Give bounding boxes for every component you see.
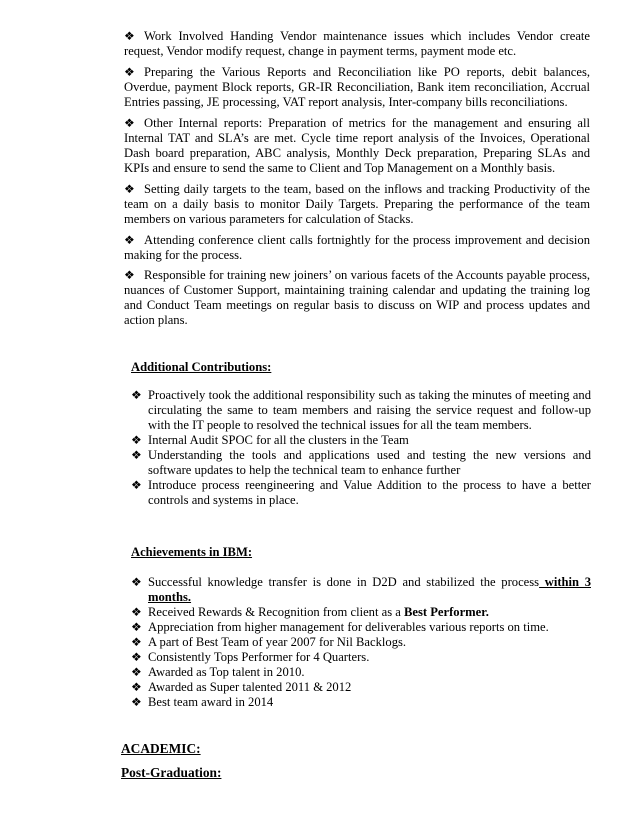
list-item: ❖ Appreciation from higher management for deliverables various reports on time. (131, 620, 549, 634)
list-item: ❖ Received Rewards & Recognition from client as a Best Performer. (131, 605, 489, 619)
bullet-icon: ❖ (131, 448, 142, 462)
bullet-icon: ❖ (131, 433, 142, 447)
list-item: ❖ Awarded as Super talented 2011 & 2012 (131, 680, 352, 694)
list-item: ❖ Successful knowledge transfer is done in D2D and stabilized the process within 3 months. (131, 575, 591, 604)
academic-heading: ACADEMIC: (121, 741, 201, 756)
additional-contributions-heading: Additional Contributions: (131, 360, 272, 374)
achievements-heading: Achievements in IBM: (131, 545, 253, 559)
bullet-icon: ❖ (131, 650, 142, 664)
list-item: ❖ Awarded as Top talent in 2010. (131, 665, 305, 679)
bullet-icon: ❖ (124, 116, 135, 130)
list-item: ❖ A part of Best Team of year 2007 for Nil Backlogs. (131, 635, 407, 649)
bullet-icon: ❖ (131, 620, 142, 634)
bullet-icon: ❖ (124, 29, 135, 43)
bullet-icon: ❖ (131, 695, 142, 709)
bullet-icon: ❖ (124, 268, 135, 282)
responsibility-paragraph: ❖ Work Involved Handing Vendor maintenance issues which includes Vendor create request, Vendor modify request, change in payment terms, payment mode etc. (124, 29, 590, 58)
bullet-icon: ❖ (131, 680, 142, 694)
responsibility-paragraph: ❖ Other Internal reports: Preparation of metrics for the management and ensuring all Internal TAT and SLA’s are met. Cycle time report analysis of the Invoices, Operational Dash board preparation, ABC analysis, Monthly Deck preparation, Preparing SLAs and KPIs and ensure to send the same to Client and Top Management on a Monthly basis. (124, 116, 590, 175)
list-item: ❖ Internal Audit SPOC for all the clusters in the Team (131, 433, 409, 447)
bullet-icon: ❖ (124, 182, 135, 196)
bullet-icon: ❖ (124, 233, 135, 247)
list-item: ❖ Understanding the tools and applications used and testing the new versions and software updates to help the technical team to enhance further (131, 448, 591, 477)
bullet-icon: ❖ (131, 478, 142, 492)
responsibility-paragraph: ❖ Setting daily targets to the team, based on the inflows and tracking Productivity of the team on a daily basis to monitor Daily Targets. Preparing the performance of the team members on various parameters for calculation of Stacks. (124, 182, 590, 226)
list-item: ❖ Best team award in 2014 (131, 695, 274, 709)
bullet-icon: ❖ (131, 665, 142, 679)
bullet-icon: ❖ (131, 388, 142, 402)
responsibility-paragraph: ❖ Responsible for training new joiners’ on various facets of the Accounts payable process, nuances of Customer Support, maintaining training calendar and updating the training log and Conduct Team meetings on regular basis to discuss on WIP and process updates and action plans. (124, 268, 590, 327)
achievements-list (131, 575, 591, 710)
responsibility-paragraph: ❖ Attending conference client calls fortnightly for the process improvement and decision making for the process. (124, 233, 590, 262)
bullet-icon: ❖ (131, 575, 142, 589)
post-graduation-heading: Post-Graduation: (121, 765, 222, 780)
list-item: ❖ Introduce process reengineering and Value Addition to the process to have a better controls and systems in place. (131, 478, 591, 507)
list-item: ❖ Proactively took the additional responsibility such as taking the minutes of meeting and circulating the same to team members and raising the service request and follow-up with the IT people to resolved the technical issues for all the team members. (131, 388, 591, 432)
bullet-icon: ❖ (124, 65, 135, 79)
responsibility-paragraph: ❖ Preparing the Various Reports and Reconciliation like PO reports, debit balances, Overdue, payment Block reports, GR-IR Reconciliation, Bank item reconciliation, Accrual Entries passing, JE processing, VAT report analysis, Inter-company bills reconciliations. (124, 65, 590, 109)
bullet-icon: ❖ (131, 635, 142, 649)
bullet-icon: ❖ (131, 605, 142, 619)
list-item: ❖ Consistently Tops Performer for 4 Quarters. (131, 650, 370, 664)
additional-contributions-list (131, 388, 591, 508)
